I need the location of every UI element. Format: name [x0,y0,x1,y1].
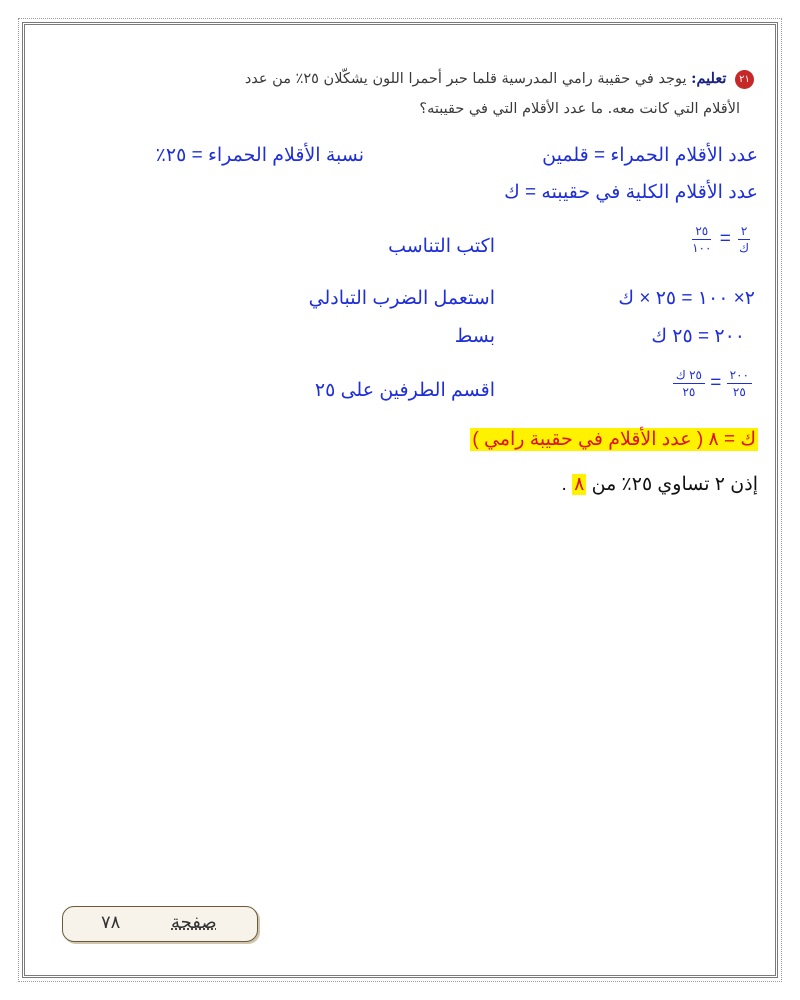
red-pens-ratio: نسبة الأقلام الحمراء = ٢٥٪ [155,145,364,166]
fraction-right: $\frac{\text{٢٥ ك}}{٢٥}$ [673,368,705,399]
step4-note: اقسم الطرفين على ٢٥ [314,380,495,401]
equals-sign: = [719,228,731,250]
page-number: ٧٨ [101,912,121,933]
division-equation [673,368,752,399]
step2-note: استعمل الضرب التبادلي [308,288,495,309]
equals-sign: = [710,372,722,394]
step1-note: اكتب التناسب [388,236,495,257]
conclusion-text: إذن ٢ تساوي ٢٥٪ من [591,474,758,495]
fraction-left: $\frac{٢}{\text{ك}}$ [739,224,749,255]
result-value: ك = ٨ [708,429,756,450]
simplified-equation: ٢٠٠ = ٢٥ ك [651,326,745,347]
fraction-right: $\frac{٢٥}{١٠٠}$ [692,224,712,255]
problem-line-1 [74,64,754,94]
proportion-equation [689,224,752,255]
problem-label: تعليم: [691,70,727,87]
problem-statement [74,64,754,124]
problem-number-badge: ٢١ [735,70,754,89]
conclusion-end: . [561,474,567,495]
problem-text-2: الأقلام التي كانت معه. ما عدد الأقلام التي في حقيبته؟ [419,101,740,117]
result-detail: ( عدد الأقلام في حقيبة رامي ) [472,429,704,450]
conclusion [562,473,758,496]
total-pens: عدد الأقلام الكلية في حقيبته = ك [504,182,758,203]
problem-text-1: يوجد في حقيبة رامي المدرسية قلما حبر أحمرا اللون يشكّلان ٢٥٪ من عدد [244,71,687,87]
page-number-box [62,906,258,942]
fraction-left: $\frac{٢٠٠}{٢٥}$ [727,368,752,399]
result-highlight [470,428,758,451]
red-pens-count: عدد الأقلام الحمراء = قلمين [542,145,758,166]
page-label: صفحة [171,912,217,933]
cross-multiply-equation: ٢× ١٠٠ = ٢٥ × ك [618,288,755,309]
step3-note: بسط [454,326,495,347]
conclusion-value: ٨ [574,474,585,495]
